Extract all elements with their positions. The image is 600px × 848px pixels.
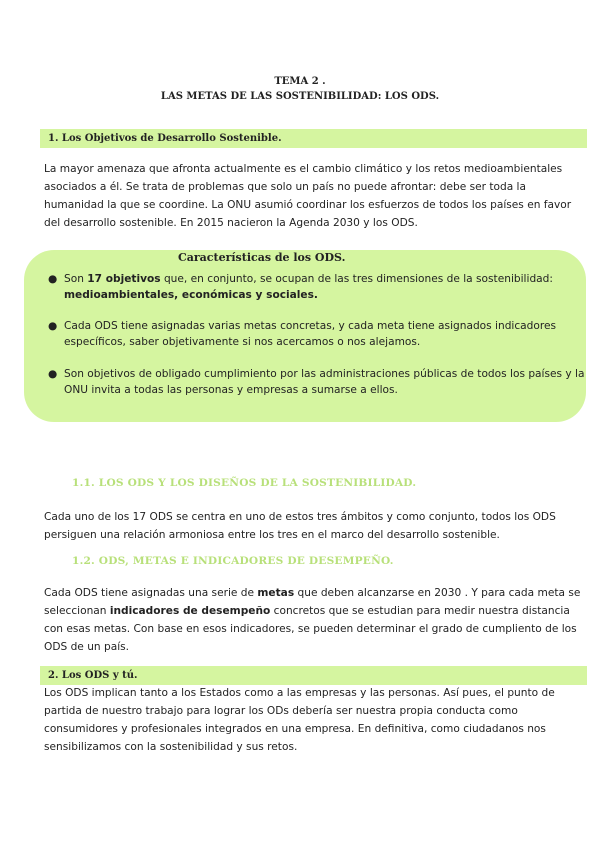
- title-line-1: TEMA 2 .: [274, 76, 326, 87]
- subsection-1-2-heading: 1.2. ODS, METAS E INDICADORES DE DESEMPEÑO.: [72, 555, 394, 567]
- section-1-heading: 1. Los Objetivos de Desarrollo Sostenible.: [40, 129, 587, 148]
- subsection-1-1-heading: 1.1. LOS ODS Y LOS DISEÑOS DE LA SOSTENIBILIDAD.: [72, 477, 417, 489]
- subsection-1-2-paragraph: [44, 584, 584, 656]
- title-line-2: LAS METAS DE LAS SOSTENIBILIDAD: LOS ODS.: [160, 91, 440, 102]
- bullet-dot-icon: ●: [48, 273, 58, 285]
- subsection-1-2-text-start: Cada ODS tiene asignadas una serie de: [44, 587, 258, 599]
- subsection-1-2-text-middle: que deben alcanzarse en 2030 . Y para cada meta se seleccionan: [44, 587, 581, 617]
- document-title: [0, 74, 600, 104]
- bullet-1-text-middle: que, en conjunto, se ocupan de las tres dimensiones de la sostenibilidad:: [160, 273, 553, 285]
- section-2-heading: 2. Los ODS y tú.: [40, 666, 587, 685]
- bullet-dot-icon: ●: [48, 320, 58, 332]
- bullet-item-1: [48, 271, 588, 303]
- section-1-paragraph: La mayor amenaza que afronta actualmente es el cambio climático y los retos medioambientales asociados a él. Se trata de problemas que solo un país no puede afrontar: debe ser toda la humanidad la que se coordine. La ONU asumió coordinar los esfuerzos de todos los países en favor del desarrollo sostenible. En 2015 nacieron la Agenda 2030 y los ODS.: [44, 163, 572, 229]
- bullet-item-2: [48, 318, 588, 350]
- characteristics-heading: Características de los ODS.: [178, 251, 346, 264]
- bullet-item-3: [48, 366, 588, 398]
- section-2-paragraph: Los ODS implican tanto a los Estados como a las empresas y las personas. Así pues, el punto de partida de nuestro trabajo para lograr los ODs debería ser nuestra propia conducta como consumidores y profesionales integrados en una empresa. En definitiva, como ciudadanos nos sensibilizamos con la sostenibilidad y sus retos.: [44, 687, 555, 753]
- subsection-1-2-text-end: concretos que se estudian para medir nuestra distancia con esas metas. Con base en esos indicadores, se pueden determinar el grado de cumpliento de los ODS de un país.: [44, 605, 577, 653]
- subsection-1-2-bold-metas: metas: [257, 587, 295, 599]
- bullet-3-text: Son objetivos de obligado cumplimiento por las administraciones públicas de todos los países y la ONU invita a todas las personas y empresas a sumarse a ellos.: [64, 368, 585, 396]
- subsection-1-1-paragraph: Cada uno de los 17 ODS se centra en uno de estos tres ámbitos y como conjunto, todos los ODS persiguen una relación armoniosa entre los tres en el marco del desarrollo sostenible.: [44, 511, 556, 541]
- bullet-2-text: Cada ODS tiene asignadas varias metas concretas, y cada meta tiene asignados indicadores específicos, saber objetivamente si nos acercamos o nos alejamos.: [64, 320, 557, 348]
- bullet-1-bold-objectives: 17 objetivos: [87, 273, 161, 285]
- bullet-dot-icon: ●: [48, 368, 58, 380]
- subsection-1-2-bold-indicators: indicadores de desempeño: [109, 605, 271, 617]
- bullet-1-text-start: Son: [64, 273, 88, 285]
- bullet-1-bold-dimensions: medioambientales, económicas y sociales.: [64, 289, 318, 301]
